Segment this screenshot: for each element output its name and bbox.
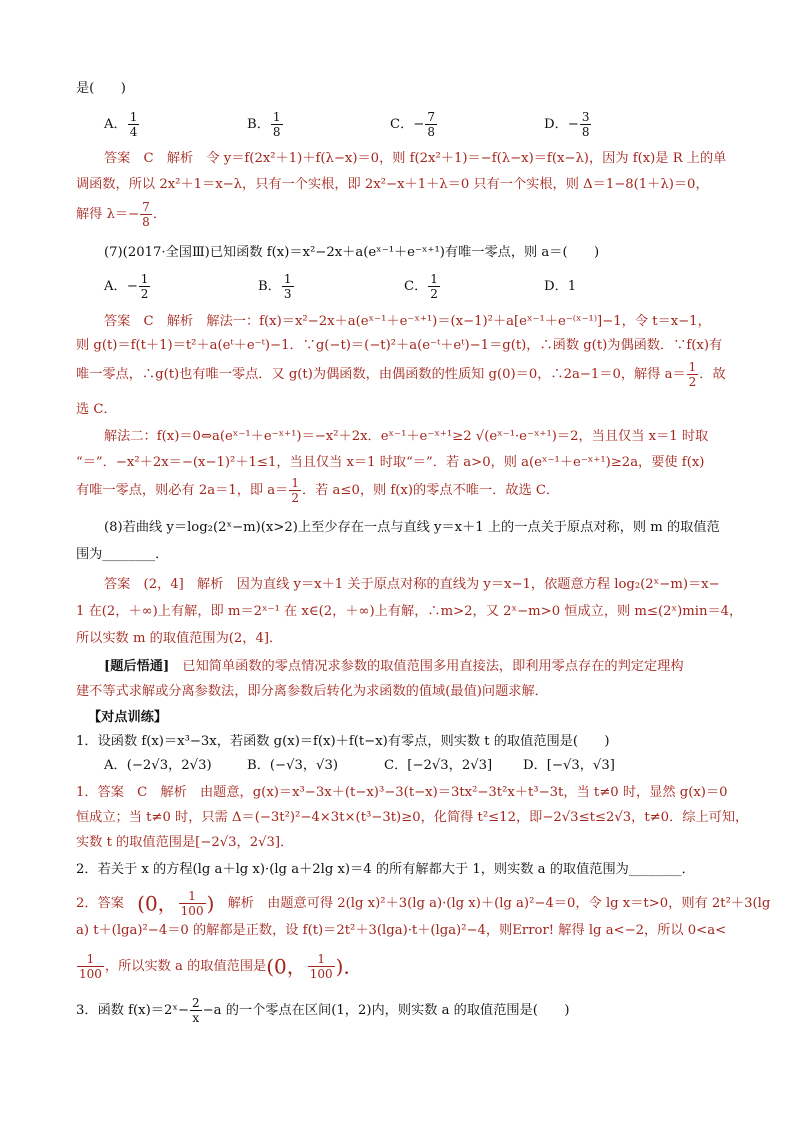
- exercise-2: 2．若关于 x 的方程(lg a＋lg x)·(lg a＋2lg x)＝4 的所有解都大于 1，则实数 a 的取值范围为________．: [76, 862, 695, 877]
- option-d: D．[−√3，√3]: [523, 758, 615, 773]
- exercise-3: 3．函数 f(x)＝2ˣ− $\frac{2}{x}$ −a 的一个零点在区间(1，2)内，则实数 a 的取值范围是( ): [76, 996, 570, 1025]
- option-b: B．(−√3，√3): [247, 758, 338, 773]
- answer-line: 调函数，所以 2x²＋1＝x−λ，只有一个实根，即 2x²−x＋1＋λ＝0 只有一个实根，则 Δ＝1−8(1＋λ)＝0，: [76, 177, 709, 192]
- answer-line: a) t＋(lga)²−4＝0 的解都是正数，设 f(t)＝2t²＋3(lga)·t＋(lga)²−4，则Error! 解得 lg a<−2，所以 0<a<: [76, 923, 727, 938]
- option-c: C．[−2√3，2√3]: [384, 758, 493, 773]
- option-c: C．− $\frac{7}{8}$: [390, 110, 435, 139]
- answer-line: 解得 λ＝− $\frac{7}{8}$ ．: [76, 200, 166, 229]
- answer-line: “＝”．−x²＋2x＝−(x−1)²＋1≤1，当且仅当 x＝1 时取“＝”．若 a>0，则 a(eˣ⁻¹＋e⁻ˣ⁺¹)≥2a，要使 f(x): [76, 455, 705, 470]
- option-b: B． $\frac{1}{8}$: [247, 110, 281, 139]
- summary-note: 建不等式求解或分离参数法，即分离参数后转化为求函数的值域(最值)问题求解．: [76, 684, 548, 699]
- option-a: A．(−2√3，2√3): [104, 758, 212, 773]
- option-a: A．− $\frac{1}{2}$: [104, 272, 149, 301]
- answer-line: 实数 t 的取值范围是[−2√3，2√3]．: [76, 835, 294, 850]
- question-tail: 是( ): [76, 81, 126, 96]
- answer-line: 恒成立；当 t≠0 时，只需 Δ＝(−3t²)²−4×3t×(t³−3t)≥0，化简得 t²≤12，即−2√3≤t≤2√3，t≠0．综上可知，: [76, 810, 749, 825]
- section-heading: 【对点训练】: [88, 710, 168, 725]
- answer-line: 2．答案 (0， $\frac{1}{100}$ ) 解析 由题意可得 2(lg x)²＋3(lg a)·(lg x)＋(lg a)²−4＝0，令 lg x＝t>0，则有 2t²＋3(lg: [76, 889, 771, 918]
- answer-line: 答案 C 解析 解法一：f(x)＝x²−2x＋a(eˣ⁻¹＋e⁻ˣ⁺¹)＝(x−1)²＋a[eˣ⁻¹＋e⁻⁽ˣ⁻¹⁾]−1，令 t＝x−1，: [104, 314, 711, 329]
- option-a: A． $\frac{1}{4}$: [104, 110, 138, 139]
- answer-line: 解法二：f(x)＝0⇔a(eˣ⁻¹＋e⁻ˣ⁺¹)＝−x²＋2x．eˣ⁻¹＋e⁻ˣ⁺¹≥2 √(eˣ⁻¹·e⁻ˣ⁺¹)＝2，当且仅当 x＝1 时取: [104, 429, 709, 444]
- answer-line: 1．答案 C 解析 由题意，g(x)＝x³−3x＋(t−x)³−3(t−x)＝3tx²−3t²x＋t³−3t，当 t≠0 时，显然 g(x)＝0: [76, 785, 728, 800]
- option-b: B． $\frac{1}{3}$: [258, 272, 292, 301]
- question-8: (8)若曲线 y＝log₂(2ˣ−m)(x>2)上至少存在一点与直线 y＝x＋1 上的一点关于原点对称，则 m 的取值范: [104, 520, 720, 535]
- answer-line: 所以实数 m 的取值范围为(2，4]．: [76, 631, 283, 646]
- question-7: (7)(2017·全国Ⅲ)已知函数 f(x)＝x²−2x＋a(eˣ⁻¹＋e⁻ˣ⁺¹)有唯一零点，则 a＝( ): [104, 245, 600, 260]
- answer-line: $\frac{1}{100}$ ，所以实数 a 的取值范围是(0， $\frac{1}{100}$ )．: [79, 952, 364, 981]
- question-8: 围为________．: [76, 547, 169, 562]
- answer-line: 有唯一零点，则必有 2a＝1，即 a＝ $\frac{1}{2}$ ．若 a≤0，则 f(x)的零点不唯一．故选 C．: [76, 476, 560, 505]
- option-c: C． $\frac{1}{2}$: [404, 272, 438, 301]
- answer-line: 1 在(2，＋∞)上有解，即 m＝2ˣ⁻¹ 在 x∈(2，＋∞)上有解，∴m>2，又 2ˣ−m>0 恒成立，则 m≤(2ˣ)min＝4，: [76, 604, 743, 619]
- option-d: D．1: [544, 279, 577, 294]
- option-d: D．− $\frac{3}{8}$: [544, 110, 590, 139]
- answer-line: 答案 C 解析 令 y＝f(2x²＋1)＋f(λ−x)＝0，则 f(2x²＋1)＝−f(λ−x)＝f(x−λ)，因为 f(x)是 R 上的单: [104, 151, 727, 166]
- exercise-1: 1．设函数 f(x)＝x³−3x，若函数 g(x)＝f(x)＋f(t−x)有零点，则实数 t 的取值范围是( ): [76, 734, 610, 749]
- answer-line: 选 C．: [76, 402, 117, 417]
- answer-line: 唯一零点，∴g(t)也有唯一零点．又 g(t)为偶函数，由偶函数的性质知 g(0)＝0，∴2a−1＝0，解得 a＝ $\frac{1}{2}$ ．故: [76, 360, 726, 389]
- summary-note: [题后悟通] 已知简单函数的零点情况求参数的取值范围多用直接法，即利用零点存在的判定定理构: [104, 659, 684, 674]
- answer-line: 则 g(t)＝f(t＋1)＝t²＋a(eᵗ＋e⁻ᵗ)−1．∵g(−t)＝(−t)²＋a(e⁻ᵗ＋eᵗ)−1＝g(t)，∴函数 g(t)为偶函数．∵f(x)有: [76, 338, 723, 353]
- answer-line: 答案 (2，4] 解析 因为直线 y＝x＋1 关于原点对称的直线为 y＝x−1，依题意方程 log₂(2ˣ−m)＝x−: [104, 577, 720, 592]
